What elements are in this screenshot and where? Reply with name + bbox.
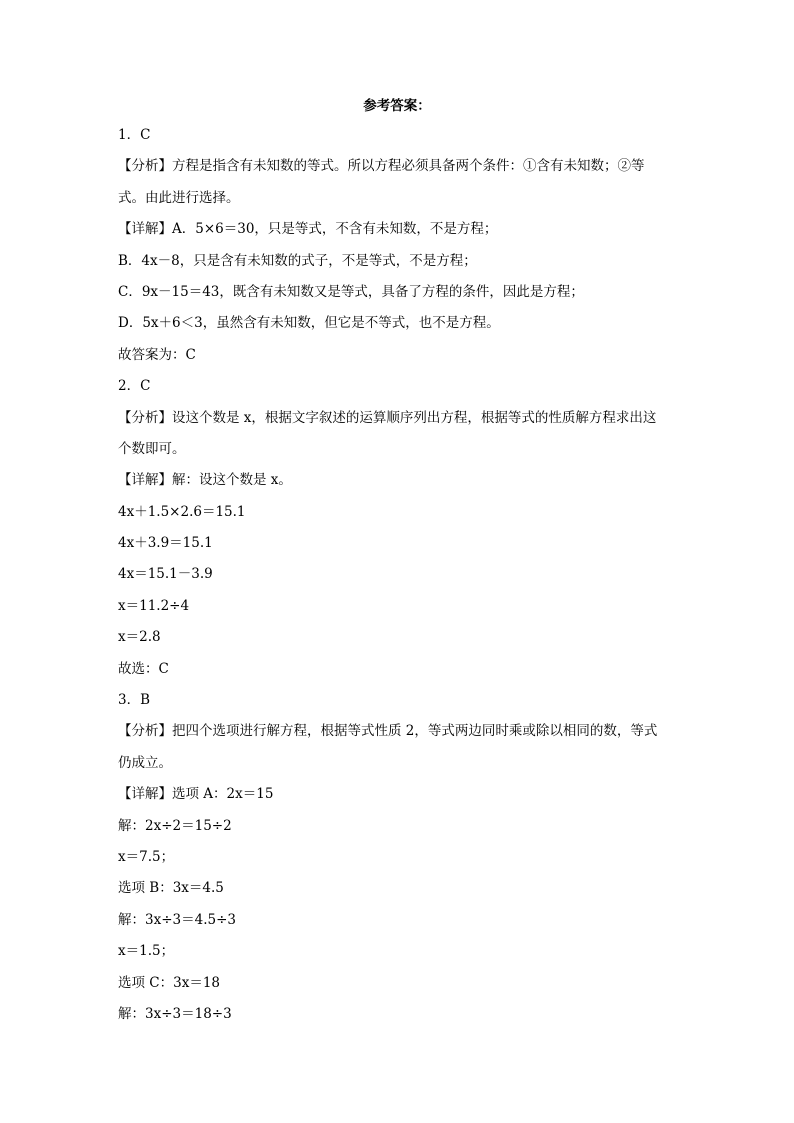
answer-line: B．4x－8，只是含有未知数的式子，不是等式，不是方程；	[118, 252, 477, 269]
answer-line: 4x＝15.1－3.9	[118, 566, 213, 583]
answer-line: 【分析】把四个选项进行解方程，根据等式性质 2，等式两边同时乘或除以相同的数，等式	[118, 723, 658, 740]
answer-line: 个数即可。	[118, 440, 186, 457]
answer-line: 【分析】设这个数是 x，根据文字叙述的运算顺序列出方程，根据等式的性质解方程求出这	[118, 409, 657, 426]
answer-line: 【详解】解：设这个数是 x。	[118, 472, 292, 489]
answer-line: D．5x＋6＜3，虽然含有未知数，但它是不等式，也不是方程。	[118, 315, 500, 332]
answer-line: 解：2x÷2＝15÷2	[118, 817, 232, 834]
answer-line: 解：3x÷3＝4.5÷3	[118, 911, 236, 928]
answer-line: 选项 C：3x＝18	[118, 974, 221, 991]
answer-line: 选项 B：3x＝4.5	[118, 880, 224, 897]
answer-line: 2．C	[118, 378, 151, 395]
answer-line: 4x＋3.9＝15.1	[118, 535, 213, 552]
answer-line: 【详解】选项 A：2x＝15	[118, 786, 274, 803]
answer-line: 3．B	[118, 692, 151, 709]
answer-line: C．9x－15＝43，既含有未知数又是等式，具备了方程的条件，因此是方程；	[118, 283, 584, 300]
answer-line: 解：3x÷3＝18÷3	[118, 1005, 232, 1022]
answer-line: 仍成立。	[118, 754, 172, 771]
answer-line: 4x＋1.5×2.6＝15.1	[118, 503, 246, 520]
answer-line: x＝2.8	[118, 629, 161, 646]
answer-line: 1．C	[118, 127, 151, 143]
answer-line: x＝1.5；	[118, 943, 175, 960]
answer-line: 故答案为：C	[118, 346, 196, 363]
answer-content	[118, 120, 678, 1030]
answer-line: 【详解】A．5×6＝30，只是等式，不含有未知数，不是方程；	[118, 221, 498, 238]
answer-line: 式。由此进行选择。	[118, 189, 240, 206]
answer-line: 故选：C	[118, 660, 169, 677]
answer-line: x＝7.5；	[118, 848, 175, 865]
answer-line: x＝11.2÷4	[118, 597, 190, 614]
answer-line: 【分析】方程是指含有未知数的等式。所以方程必须具备两个条件：①含有未知数；②等	[118, 158, 645, 175]
page-title: 参考答案：	[363, 98, 431, 114]
